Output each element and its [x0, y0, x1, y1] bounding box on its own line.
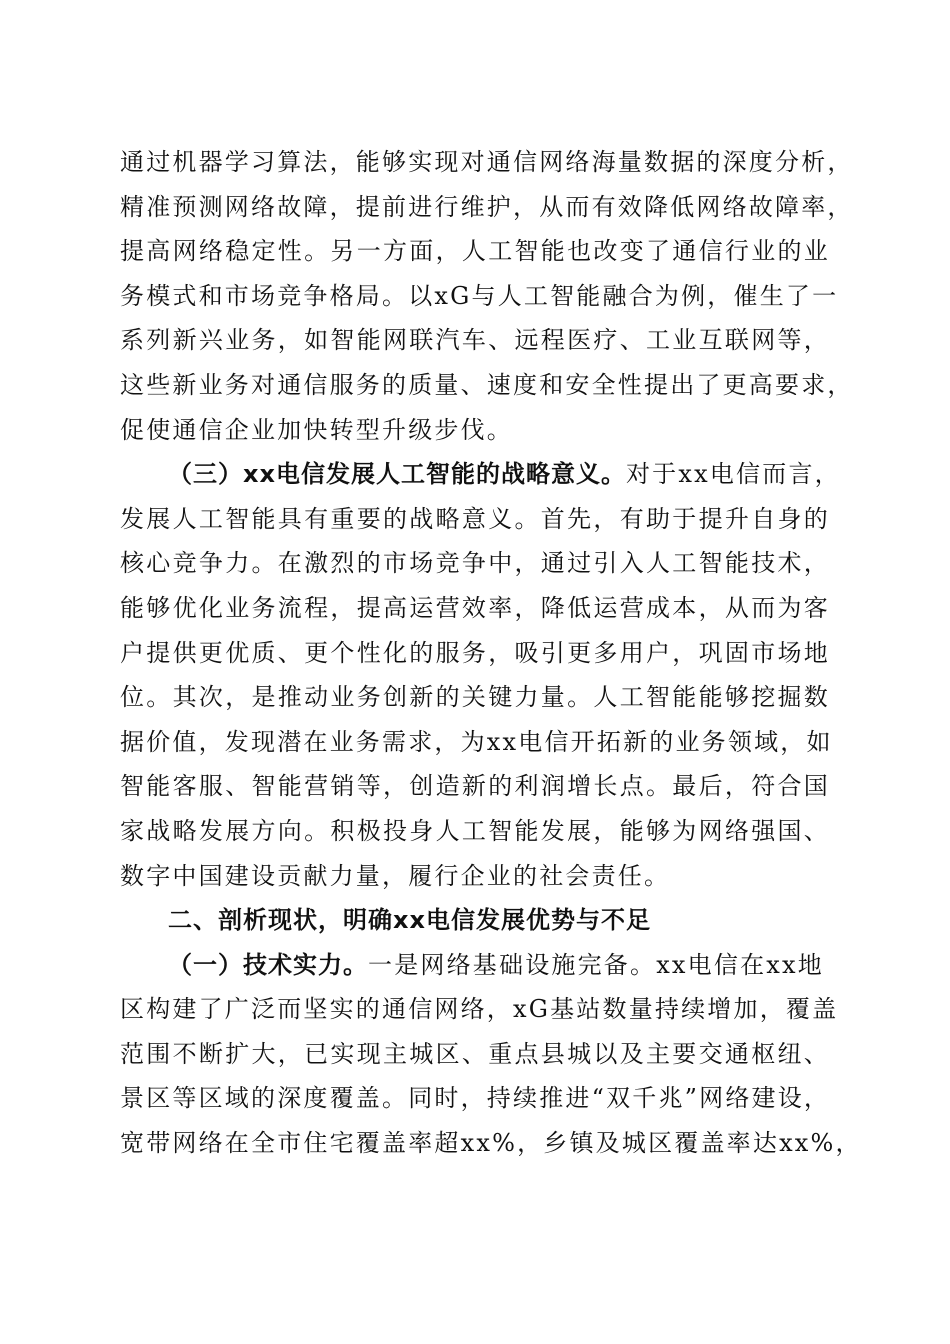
text-line: 这些新业务对通信服务的质量、速度和安全性提出了更高要求， [120, 370, 854, 399]
text-line: 据价值，发现潜在业务需求，为xx电信开拓新的业务领域，如 [120, 727, 833, 756]
text-line: 区构建了广泛而坚实的通信网络，xG基站数量持续增加，覆盖 [120, 995, 839, 1024]
subsection-heading-technical-strength: （一）技术实力。 [168, 950, 368, 979]
text-line: 数字中国建设贡献力量，履行企业的社会责任。 [120, 861, 671, 890]
text-line: 智能客服、智能营销等，创造新的利润增长点。最后，符合国 [120, 772, 830, 801]
text-line: 促使通信企业加快转型升级步伐。 [120, 415, 513, 444]
text-line: 务模式和市场竞争格局。以xG与人工智能融合为例，催生了一 [120, 281, 839, 310]
text-line: 核心竞争力。在激烈的市场竞争中，通过引入人工智能技术， [120, 549, 830, 578]
section-heading [120, 898, 830, 943]
text-line: 家战略发展方向。积极投身人工智能发展，能够为网络强国、 [120, 816, 830, 845]
text-run: 对于xx电信而言， [625, 460, 841, 489]
text-line-first [120, 943, 830, 988]
section-heading-text: 二、剖析现状，明确xx电信发展优势与不足 [168, 906, 651, 935]
text-line: 户提供更优质、更个性化的服务，吸引更多用户，巩固市场地 [120, 638, 830, 667]
text-line: 位。其次，是推动业务创新的关键力量。人工智能能够挖掘数 [120, 683, 830, 712]
text-line: 系列新兴业务，如智能网联汽车、远程医疗、工业互联网等， [120, 326, 830, 355]
subsection-heading-strategic-significance: （三）xx电信发展人工智能的战略意义。 [168, 460, 626, 489]
text-line: 提高网络稳定性。另一方面，人工智能也改变了通信行业的业 [120, 237, 830, 266]
text-line: 通过机器学习算法，能够实现对通信网络海量数据的深度分析， [120, 148, 854, 176]
text-line: 宽带网络在全市住宅覆盖率超xx%，乡镇及城区覆盖率达xx%， [120, 1129, 862, 1158]
text-line: 景区等区域的深度覆盖。同时，持续推进“双千兆”网络建设， [120, 1084, 831, 1113]
text-line: 发展人工智能具有重要的战略意义。首先，有助于提升自身的 [120, 504, 830, 533]
text-line: 精准预测网络故障，提前进行维护，从而有效降低网络故障率， [120, 192, 854, 221]
text-line: 范围不断扩大，已实现主城区、重点县城以及主要交通枢纽、 [120, 1039, 830, 1068]
paragraph-2 [120, 452, 841, 898]
text-run: 一是网络基础设施完备。xx电信在xx地 [368, 950, 824, 979]
text-line-first [120, 452, 841, 497]
paragraph-1 [120, 140, 854, 452]
paragraph-3 [120, 943, 862, 1166]
document-body [120, 140, 862, 1166]
text-line: 能够优化业务流程，提高运营效率，降低运营成本，从而为客 [120, 593, 830, 622]
